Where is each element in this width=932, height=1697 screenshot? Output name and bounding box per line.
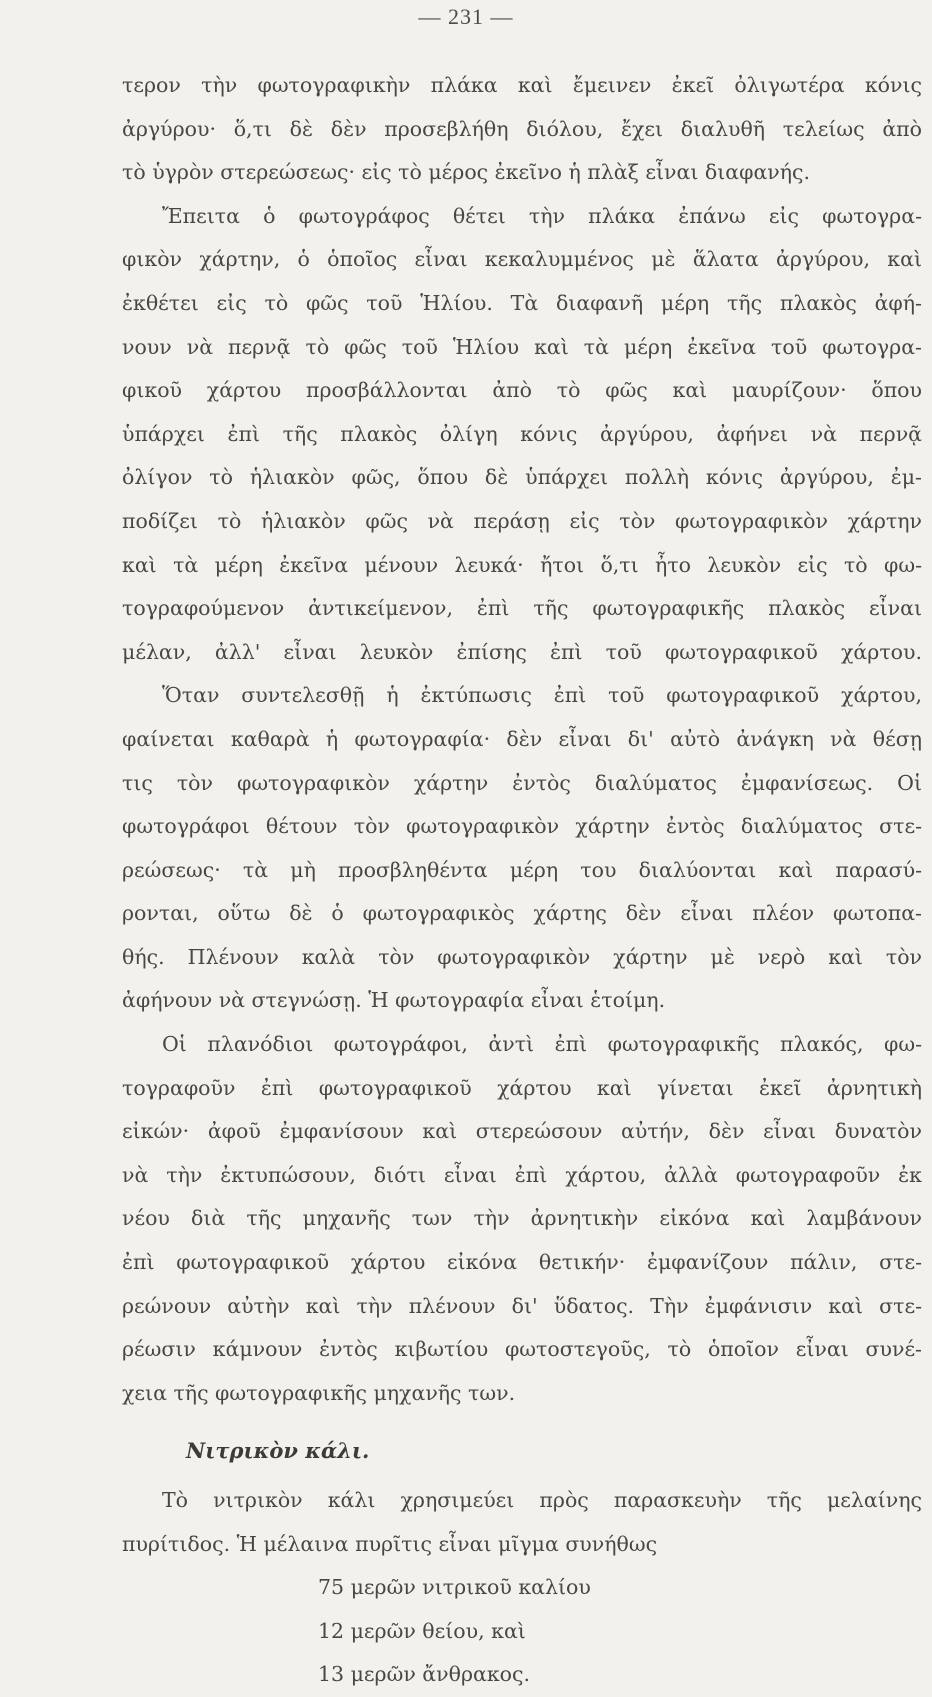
text-line: Τὸ νιτρικὸν κάλι χρησιμεύει πρὸς παρασκευὴν τῆς μελαίνης [162, 1488, 922, 1512]
text-line: ὀλίγον τὸ ἡλιακὸν φῶς, ὅπου δὲ ὑπάρχει πολλὴ κόνις ἀργύρου, ἐμ- [122, 465, 922, 490]
text-line: χεια τῆς φωτογραφικῆς μηχανῆς των. [122, 1380, 516, 1405]
list-item: 13 μερῶν ἄνθρακος. [318, 1662, 530, 1687]
text-line: Ὅταν συντελεσθῇ ἡ ἐκτύπωσις ἐπὶ τοῦ φωτογραφικοῦ χάρτου, [162, 683, 922, 708]
section-heading: Νιτρικὸν κάλι. [186, 1438, 370, 1464]
text-line: Οἱ πλανόδιοι φωτογράφοι, ἀντὶ ἐπὶ φωτογραφικῆς πλακός, φω- [162, 1032, 922, 1057]
text-line: θής. Πλένουν καλὰ τὸν φωτογραφικὸν χάρτην μὲ νερὸ καὶ τὸν [122, 944, 922, 969]
text-line: τερον τὴν φωτογραφικὴν πλάκα καὶ ἔμεινεν ἐκεῖ ὀλιγωτέρα κόνις [122, 73, 922, 97]
text-line: Ἔπειτα ὁ φωτογράφος θέτει τὴν πλάκα ἐπάνω εἰς φωτογρα- [162, 203, 922, 228]
text-line: φικὸν χάρτην, ὁ ὁποῖος εἶναι κεκαλυμμένος μὲ ἅλατα ἀργύρου, καὶ [122, 247, 922, 272]
text-line: ἀφήνουν νὰ στεγνώσῃ. Ἡ φωτογραφία εἶναι ἑτοίμη. [122, 988, 666, 1013]
text-line: τογραφοῦν ἐπὶ φωτογραφικοῦ χάρτου καὶ γίνεται ἐκεῖ ἀρνητικὴ [122, 1075, 922, 1100]
text-line: ἀργύρου· ὅ,τι δὲ δὲν προσεβλήθη διόλου, ἔχει διαλυθῆ τελείως ἀπὸ [122, 116, 922, 141]
text-line: ὑπάρχει ἐπὶ τῆς πλακὸς ὀλίγη κόνις ἀργύρου, ἀφήνει νὰ περνᾷ [122, 421, 922, 446]
text-line: φωτογράφοι θέτουν τὸν φωτογραφικὸν χάρτην ἐντὸς διαλύματος στε- [122, 814, 922, 839]
list-item: 12 μερῶν θείου, καὶ [318, 1618, 526, 1643]
text-line: νὰ τὴν ἐκτυπώσουν, διότι εἶναι ἐπὶ χάρτου, ἀλλὰ φωτογραφοῦν ἐκ [122, 1162, 922, 1187]
text-line: καὶ τὰ μέρη ἐκεῖνα μένουν λευκά· ἤτοι ὅ,τι ἦτο λευκὸν εἰς τὸ φω- [122, 552, 922, 577]
text-line: ἐκθέτει εἰς τὸ φῶς τοῦ Ἡλίου. Τὰ διαφανῆ μέρη τῆς πλακὸς ἀφή- [122, 290, 922, 315]
text-line: ρέωσιν κάμνουν ἐντὸς κιβωτίου φωτοστεγοῦς, τὸ ὁποῖον εἶναι συνέ- [122, 1337, 922, 1362]
text-line: τις τὸν φωτογραφικὸν χάρτην ἐντὸς διαλύματος ἐμφανίσεως. Οἱ [122, 770, 922, 795]
text-line: τογραφούμενον ἀντικείμενον, ἐπὶ τῆς φωτογραφικῆς πλακὸς εἶναι [122, 596, 922, 621]
page-number: — 231 — [418, 4, 514, 29]
text-line: νέου διὰ τῆς μηχανῆς των τὴν ἀρνητικὴν εἰκόνα καὶ λαμβάνουν [122, 1206, 922, 1231]
text-line: τὸ ὑγρὸν στερεώσεως· εἰς τὸ μέρος ἐκεῖνο ἡ πλὰξ εἶναι διαφανής. [122, 160, 811, 185]
text-line: ποδίζει τὸ ἡλιακὸν φῶς νὰ περάσῃ εἰς τὸν φωτογραφικὸν χάρτην [122, 508, 922, 533]
body-text [122, 64, 922, 1697]
text-line: φικοῦ χάρτου προσβάλλονται ἀπὸ τὸ φῶς καὶ μαυρίζουν· ὅπου [122, 378, 922, 403]
text-line: πυρίτιδος. Ἡ μέλαινα πυρῖτις εἶναι μῖγμα συνήθως [122, 1531, 658, 1556]
text-line: ρεώνουν αὐτὴν καὶ τὴν πλένουν δι' ὕδατος. Τὴν ἐμφάνισιν καὶ στε- [122, 1293, 922, 1318]
text-line: εἰκών· ἀφοῦ ἐμφανίσουν καὶ στερεώσουν αὐτήν, δὲν εἶναι δυνατὸν [122, 1119, 922, 1144]
text-line: ἐπὶ φωτογραφικοῦ χάρτου εἰκόνα θετικήν· ἐμφανίζουν πάλιν, στε- [122, 1250, 922, 1275]
text-line: ρεώσεως· τὰ μὴ προσβληθέντα μέρη του διαλύονται καὶ παρασύ- [122, 857, 922, 882]
text-line: φαίνεται καθαρὰ ἡ φωτογραφία· δὲν εἶναι δι' αὐτὸ ἀνάγκη νὰ θέσῃ [122, 726, 922, 751]
text-line: νουν νὰ περνᾷ τὸ φῶς τοῦ Ἡλίου καὶ τὰ μέρη ἐκεῖνα τοῦ φωτογρα- [122, 334, 922, 359]
list-item: 75 μερῶν νιτρικοῦ καλίου [318, 1575, 591, 1600]
text-line: μέλαν, ἀλλ' εἶναι λευκὸν ἐπίσης ἐπὶ τοῦ φωτογραφικοῦ χάρτου. [122, 639, 922, 664]
text-line: ρονται, οὕτω δὲ ὁ φωτογραφικὸς χάρτης δὲν εἶναι πλέον φωτοπα- [122, 901, 922, 926]
